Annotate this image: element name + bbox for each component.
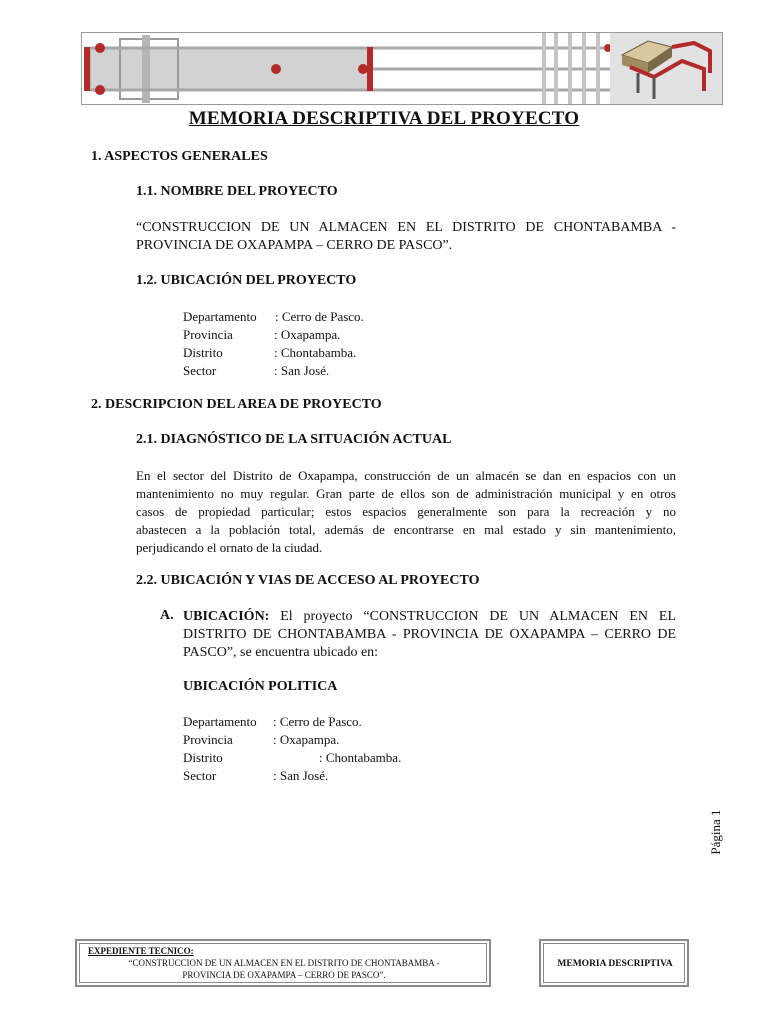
politica-row: [183, 731, 483, 749]
header-banner: [81, 32, 723, 105]
politica-row: [183, 749, 483, 767]
paragraph-line: perjudicando el ornato de la ciudad.: [136, 540, 323, 555]
paragraph-line: mantenimiento no muy regular. Gran parte de ellos son de administración municipal y en otros: [136, 486, 676, 501]
item-a-marker: A.: [160, 608, 174, 623]
footer-section-label: MEMORIA DESCRIPTIVA: [557, 959, 673, 969]
paragraph-line: abastecen a la población total, además de encontrarse en mal estado y sin mantenimiento,: [136, 522, 676, 537]
ubicacion-politica-heading: UBICACIÓN POLITICA: [183, 679, 338, 694]
politica-label: Departamento: [183, 714, 257, 729]
project-name-line-2: PROVINCIA DE OXAPAMPA – CERRO DE PASCO”.: [136, 238, 453, 253]
section-1-heading: 1. ASPECTOS GENERALES: [91, 149, 268, 164]
location-value: : Oxapampa.: [274, 327, 341, 342]
ubicacion-text: El proyecto “CONSTRUCCION DE UN ALMACEN EN EL: [269, 609, 676, 624]
politica-row: [183, 767, 483, 785]
footer-left-inner: [79, 943, 487, 983]
location-row: [183, 362, 483, 380]
page-number: Página 1: [708, 809, 723, 855]
location-label: Distrito: [183, 345, 223, 360]
page-title: MEMORIA DESCRIPTIVA DEL PROYECTO: [188, 108, 580, 129]
politica-label: Distrito: [183, 750, 223, 765]
architectural-model-icon: [610, 33, 722, 104]
paragraph-line: casos de propiedad particular; estos espacios generalmente son para la recreación y no: [136, 504, 676, 519]
politica-label: Sector: [183, 768, 217, 783]
location-row: [183, 308, 483, 326]
footer-right-inner: [543, 943, 685, 983]
location-label: Provincia: [183, 327, 233, 342]
location-label: Departamento: [183, 309, 257, 324]
location-value: : San José.: [274, 363, 330, 378]
section-1-1-heading: 1.1. NOMBRE DEL PROYECTO: [136, 184, 338, 199]
section-1-2-heading: 1.2. UBICACIÓN DEL PROYECTO: [136, 273, 357, 288]
ubicacion-line-3: PASCO”, se encuentra ubicado en:: [183, 645, 379, 660]
politica-row: [183, 713, 483, 731]
location-value: : Cerro de Pasco.: [275, 309, 364, 324]
politica-value: : Cerro de Pasco.: [273, 714, 362, 729]
paragraph-line: En el sector del Distrito de Oxapampa, construcción de un almacén se dan en espacios con un: [136, 468, 676, 483]
politica-value: : San José.: [273, 768, 329, 783]
location-list: [183, 308, 483, 384]
footer-left-box: [75, 939, 491, 987]
location-label: Sector: [183, 363, 217, 378]
politica-list: [183, 713, 483, 789]
location-row: [183, 344, 483, 362]
diagnostic-paragraph: [136, 467, 676, 557]
politica-value: : Chontabamba.: [319, 750, 402, 765]
ubicacion-line-2: DISTRITO DE CHONTABAMBA - PROVINCIA DE OXAPAMPA – CERRO DE: [183, 627, 676, 642]
politica-value: : Oxapampa.: [273, 732, 340, 747]
section-2-heading: 2. DESCRIPCION DEL AREA DE PROYECTO: [91, 397, 382, 412]
section-2-2-heading: 2.2. UBICACIÓN Y VIAS DE ACCESO AL PROYECTO: [136, 573, 480, 588]
footer-right-box: [539, 939, 689, 987]
politica-label: Provincia: [183, 732, 233, 747]
location-value: : Chontabamba.: [274, 345, 357, 360]
ubicacion-label: UBICACIÓN:: [183, 609, 270, 624]
footer-label: EXPEDIENTE TECNICO:: [88, 946, 194, 956]
footer-project-line-1: “CONSTRUCCION DE UN ALMACEN EN EL DISTRITO DE CHONTABAMBA -: [128, 958, 440, 968]
location-row: [183, 326, 483, 344]
ubicacion-line-1: [183, 608, 676, 626]
project-name-line-1: “CONSTRUCCION DE UN ALMACEN EN EL DISTRITO DE CHONTABAMBA -: [136, 220, 676, 235]
footer-project-line-2: PROVINCIA DE OXAPAMPA – CERRO DE PASCO”.: [182, 970, 386, 980]
section-2-1-heading: 2.1. DIAGNÓSTICO DE LA SITUACIÓN ACTUAL: [136, 432, 452, 447]
